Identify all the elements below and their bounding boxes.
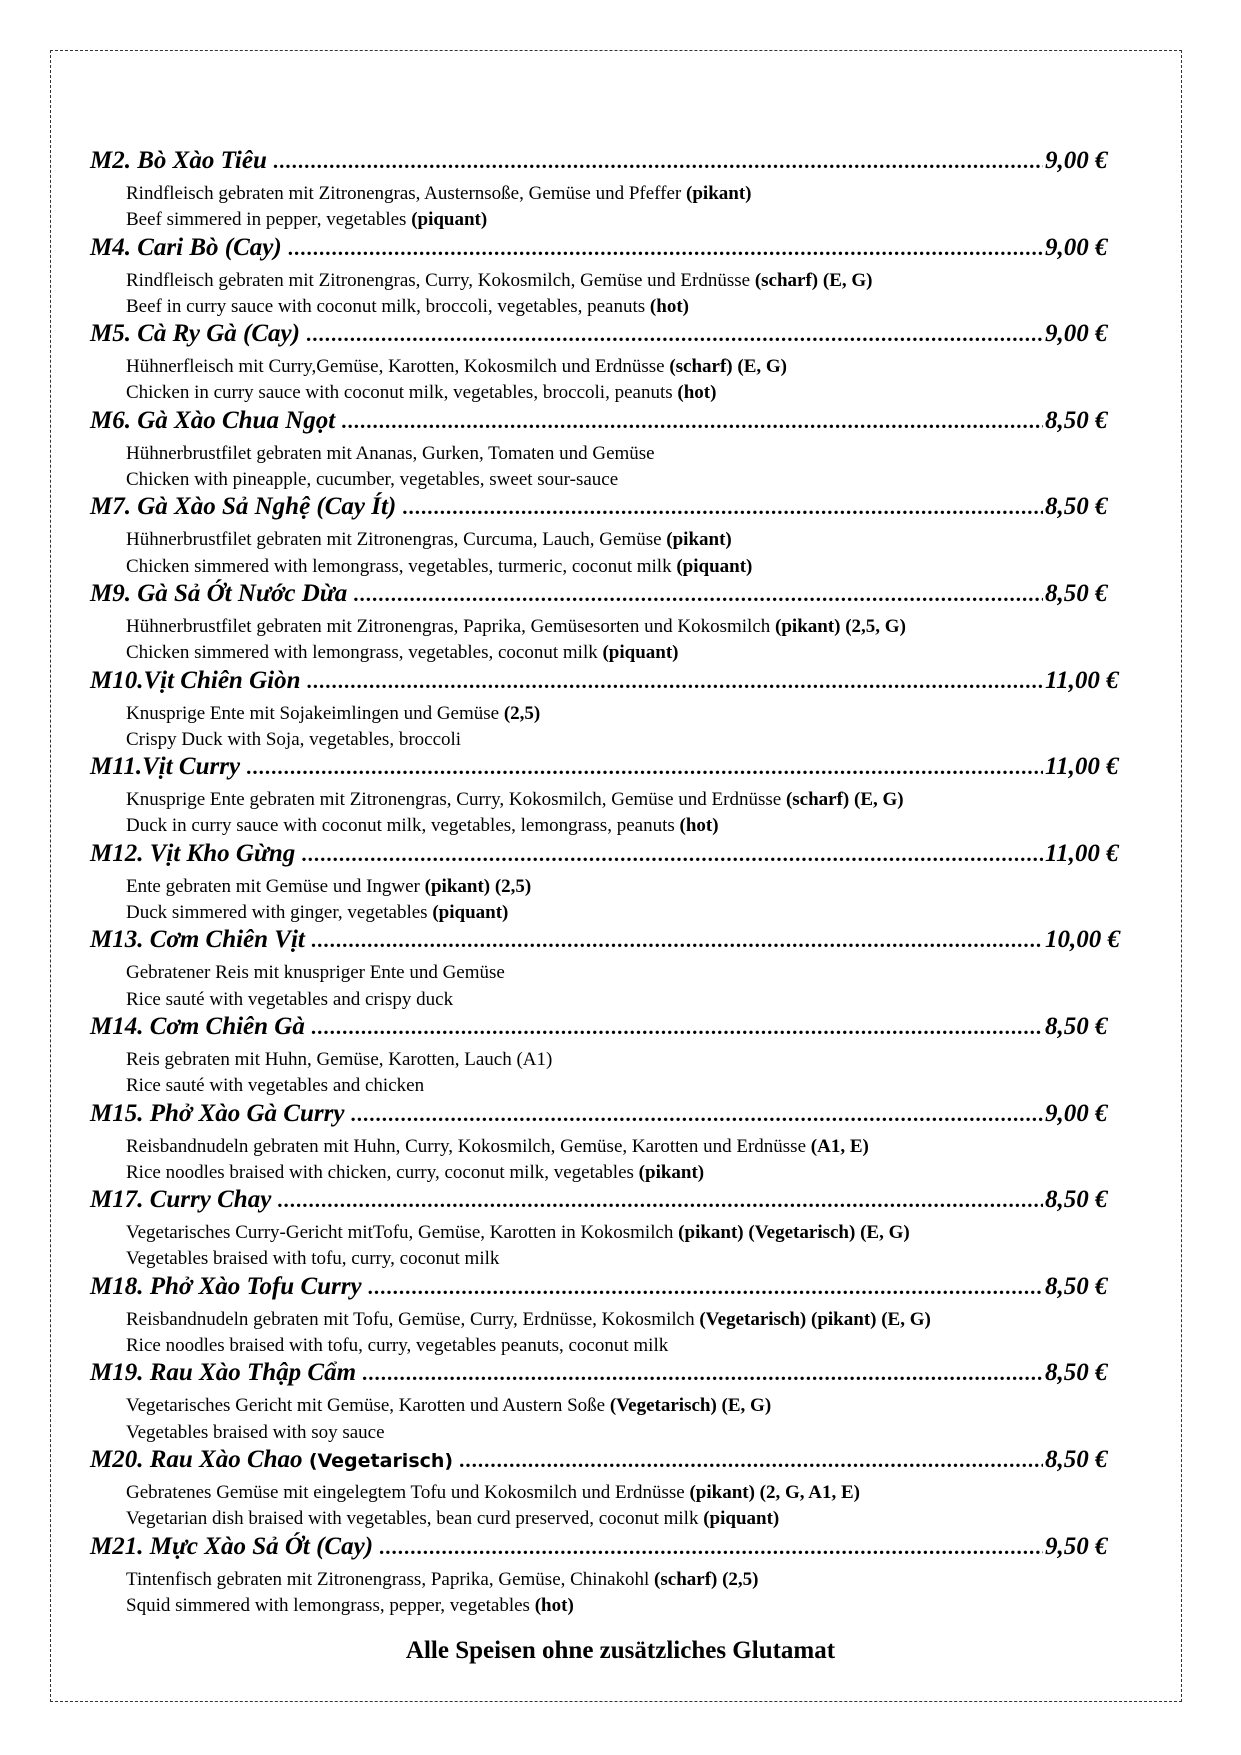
menu-item-price: 11,00 € bbox=[1045, 753, 1119, 781]
dot-leader bbox=[273, 149, 1043, 174]
menu-item-description-de-text: Reisbandnudeln gebraten mit Tofu, Gemüse, Curry, Erdnüsse, Kokosmilch bbox=[126, 1308, 695, 1330]
menu-item-description-en-text: Chicken in curry sauce with coconut milk, vegetables, broccoli, peanuts bbox=[126, 382, 673, 404]
menu-item-description-en-tag: (piquant) bbox=[676, 555, 753, 577]
menu-item-name-text: M18. Phở Xào Tofu Curry bbox=[90, 1272, 362, 1300]
menu-item-title-line bbox=[90, 1359, 1140, 1393]
menu-item-name bbox=[90, 1186, 271, 1214]
menu-item-description-de-tag: (scharf) (E, G) bbox=[785, 789, 904, 811]
menu-item-title-line bbox=[90, 1273, 1140, 1307]
menu-item-description-de-text: Hühnerbrustfilet gebraten mit Zitronengras, Curcuma, Lauch, Gemüse bbox=[126, 529, 662, 551]
dot-leader bbox=[306, 322, 1043, 347]
menu-item-description-en-text: Vegetarian dish braised with vegetables, bean curd preserved, coconut milk bbox=[126, 1508, 699, 1530]
menu-item-price: 11,00 € bbox=[1045, 839, 1119, 867]
menu-item-description-de-text: Rindfleisch gebraten mit Zitronengras, Austernsoße, Gemüse und Pfeffer bbox=[126, 183, 682, 204]
menu-item-description-en bbox=[90, 640, 1140, 666]
menu-item bbox=[90, 926, 1140, 1013]
menu-item-name bbox=[90, 580, 347, 608]
menu-item-name-text: M21. Mực Xào Sả Ớt (Cay) bbox=[90, 1532, 374, 1560]
menu-item-price: 8,50 € bbox=[1045, 1359, 1108, 1387]
menu-item-description-en bbox=[90, 380, 1140, 406]
dot-leader bbox=[368, 1275, 1043, 1300]
menu-item-description-en-text: Rice noodles braised with chicken, curry, coconut milk, vegetables bbox=[126, 1161, 634, 1183]
menu-item-description-en bbox=[90, 294, 1140, 320]
menu-item-description-de-text: Hühnerbrustfilet gebraten mit Zitronengras, Paprika, Gemüsesorten und Kokosmilch bbox=[126, 615, 771, 637]
menu-item-title-line bbox=[90, 1186, 1140, 1220]
menu-item-price: 11,00 € bbox=[1045, 666, 1119, 694]
menu-item bbox=[90, 147, 1140, 234]
menu-item-price: 8,50 € bbox=[1045, 1186, 1108, 1214]
menu-item-price: 10,00 € bbox=[1045, 926, 1120, 954]
menu-item-description-de bbox=[90, 1220, 1140, 1246]
menu-item-name-text: M15. Phở Xào Gà Curry bbox=[90, 1099, 345, 1127]
menu-item-description-de-text: Ente gebraten mit Gemüse und Ingwer bbox=[126, 875, 420, 897]
dot-leader bbox=[311, 1015, 1043, 1040]
menu-item-description-de bbox=[90, 441, 1140, 467]
menu-item-title-line bbox=[90, 840, 1140, 874]
menu-item-description-en-tag: (hot) bbox=[534, 1594, 574, 1616]
menu-item-description-de-tag: (scharf) (E, G) bbox=[754, 269, 873, 291]
menu-item-title-line bbox=[90, 320, 1140, 354]
menu-item-description-de-tag: (pikant) (2, G, A1, E) bbox=[689, 1481, 860, 1503]
menu-item bbox=[90, 1273, 1140, 1360]
menu-item-description-de bbox=[90, 1307, 1140, 1333]
menu-item-description-en bbox=[90, 467, 1140, 493]
menu-item-title-line bbox=[90, 1533, 1140, 1567]
menu-item-name-text: M6. Gà Xào Chua Ngọt bbox=[90, 406, 336, 434]
menu-item-name-text: M17. Curry Chay bbox=[90, 1186, 272, 1214]
menu-item-description-en-tag: (hot) bbox=[677, 382, 717, 404]
dot-leader bbox=[341, 409, 1043, 434]
menu-item-description-de-tag: (Vegetarisch) (pikant) (E, G) bbox=[699, 1308, 931, 1330]
menu-item-name-text: M10.Vịt Chiên Giòn bbox=[90, 666, 301, 694]
menu-item-description-de-text: Gebratener Reis mit knuspriger Ente und Gemüse bbox=[126, 962, 505, 984]
dot-leader bbox=[353, 582, 1043, 607]
menu-item-price: 9,00 € bbox=[1045, 147, 1108, 174]
menu-item-description-de-text: Vegetarisches Curry-Gericht mitTofu, Gemüse, Karotten in Kokosmilch bbox=[126, 1222, 674, 1244]
menu-item-description-de-text: Rindfleisch gebraten mit Zitronengras, Curry, Kokosmilch, Gemüse und Erdnüsse bbox=[126, 269, 751, 291]
menu-item-description-en-text: Duck in curry sauce with coconut milk, vegetables, lemongrass, peanuts bbox=[126, 815, 675, 837]
dot-leader bbox=[379, 1535, 1043, 1560]
menu-item-description-de bbox=[90, 874, 1140, 900]
menu-item-title-line bbox=[90, 1013, 1140, 1047]
menu-item-description-en-tag: (hot) bbox=[649, 295, 689, 317]
menu-item-description-de bbox=[90, 960, 1140, 986]
dot-leader bbox=[402, 495, 1043, 520]
menu-item bbox=[90, 753, 1140, 840]
menu-item-description-en bbox=[90, 1593, 1140, 1619]
menu-item-title-line bbox=[90, 580, 1140, 614]
menu-item bbox=[90, 407, 1140, 494]
menu-item-description-de-tag: (2,5) bbox=[503, 702, 541, 724]
menu-item-description-en bbox=[90, 1506, 1140, 1532]
menu-item-name bbox=[90, 667, 300, 695]
menu-item-name bbox=[90, 234, 282, 262]
menu-item-description-en-text: Squid simmered with lemongrass, pepper, vegetables bbox=[126, 1594, 530, 1616]
menu-item-description-en bbox=[90, 1420, 1140, 1446]
menu-item-title-line bbox=[90, 667, 1140, 701]
menu-list bbox=[90, 147, 1140, 1619]
menu-item-description-de-tag: (scharf) (2,5) bbox=[654, 1568, 759, 1590]
dot-leader bbox=[246, 755, 1043, 780]
menu-item-name-text: M12. Vịt Kho Gừng bbox=[90, 839, 296, 867]
menu-item-price: 8,50 € bbox=[1045, 579, 1108, 607]
menu-item-name bbox=[90, 1446, 453, 1474]
menu-item-name-text: M14. Cơm Chiên Gà bbox=[90, 1012, 305, 1040]
menu-item-description-de-text: Reis gebraten mit Huhn, Gemüse, Karotten, Lauch (A1) bbox=[126, 1048, 553, 1070]
menu-item-price: 8,50 € bbox=[1045, 1445, 1108, 1473]
menu-item bbox=[90, 1446, 1140, 1533]
menu-item-price: 9,50 € bbox=[1045, 1532, 1108, 1560]
menu-item-description-de-tag: (pikant) (2,5) bbox=[424, 875, 532, 897]
menu-item-title-line bbox=[90, 926, 1140, 960]
menu-item-price: 9,00 € bbox=[1045, 320, 1108, 348]
menu-item bbox=[90, 1186, 1140, 1273]
menu-item-description-en bbox=[90, 1160, 1140, 1186]
menu-item-price: 8,50 € bbox=[1045, 1272, 1108, 1300]
menu-item-description-en-text: Vegetables braised with soy sauce bbox=[126, 1421, 385, 1443]
menu-item-description-en-text: Rice sauté with vegetables and crispy duck bbox=[126, 988, 454, 1010]
menu-item-description-de-tag: (Vegetarisch) (E, G) bbox=[609, 1395, 772, 1417]
menu-item-description-en-text: Rice noodles braised with tofu, curry, vegetables peanuts, coconut milk bbox=[126, 1335, 669, 1357]
menu-item bbox=[90, 667, 1140, 754]
menu-item-description-en-text: Rice sauté with vegetables and chicken bbox=[126, 1075, 425, 1097]
menu-item-title-line bbox=[90, 147, 1140, 181]
menu-item-name-text: M20. Rau Xào Chao bbox=[90, 1445, 303, 1473]
menu-item-description-en bbox=[90, 987, 1140, 1013]
menu-item-name-text: M7. Gà Xào Sả Nghệ (Cay Ít) bbox=[90, 493, 397, 521]
menu-item-description-de-text: Tintenfisch gebraten mit Zitronengrass, Paprika, Gemüse, Chinakohl bbox=[126, 1568, 650, 1590]
menu-item-name-text: M9. Gà Sả Ớt Nước Dừa bbox=[90, 579, 348, 607]
menu-item-name bbox=[90, 1359, 356, 1387]
menu-item-description-de-text: Hühnerfleisch mit Curry,Gemüse, Karotten, Kokosmilch und Erdnüsse bbox=[126, 356, 665, 378]
menu-item-title-line bbox=[90, 407, 1140, 441]
menu-item-title-line bbox=[90, 1446, 1140, 1480]
menu-item-description-en-text: Crispy Duck with Soja, vegetables, broccoli bbox=[126, 728, 462, 750]
menu-item-description-en bbox=[90, 207, 1140, 233]
menu-item-name-text: M11.Vịt Curry bbox=[90, 753, 241, 781]
menu-item-title-line bbox=[90, 753, 1140, 787]
menu-item-description-en-tag: (piquant) bbox=[602, 642, 679, 664]
menu-item-description-de bbox=[90, 527, 1140, 553]
menu-item-description-de-text: Vegetarisches Gericht mit Gemüse, Karotten und Austern Soße bbox=[126, 1395, 606, 1417]
menu-item-description-en-text: Chicken simmered with lemongrass, vegetables, coconut milk bbox=[126, 642, 598, 664]
menu-item-name-text: M5. Cà Ry Gà (Cay) bbox=[90, 320, 300, 348]
menu-item-name bbox=[90, 840, 295, 868]
menu-item-price: 8,50 € bbox=[1045, 1012, 1108, 1040]
menu-item bbox=[90, 320, 1140, 407]
menu-item-name bbox=[90, 753, 240, 781]
menu-item-description-en-tag: (pikant) bbox=[638, 1161, 705, 1183]
menu-item-description-en-text: Duck simmered with ginger, vegetables bbox=[126, 902, 428, 924]
menu-item-description-de-tag: (pikant) (2,5, G) bbox=[775, 615, 906, 637]
menu-item-price: 8,50 € bbox=[1045, 493, 1108, 521]
menu-item-name-extra: (Vegetarisch) bbox=[308, 1449, 454, 1472]
menu-item-name-text: M19. Rau Xào Thập Cẩm bbox=[90, 1359, 357, 1387]
menu-item bbox=[90, 580, 1140, 667]
dot-leader bbox=[362, 1361, 1043, 1386]
menu-item-description-de-text: Knusprige Ente gebraten mit Zitronengras, Curry, Kokosmilch, Gemüse und Erdnüsse bbox=[126, 789, 782, 811]
menu-item-description-en bbox=[90, 1246, 1140, 1272]
menu-item-name bbox=[90, 147, 267, 175]
menu-item-description-de bbox=[90, 614, 1140, 640]
menu-item bbox=[90, 1533, 1140, 1620]
dot-leader bbox=[277, 1188, 1043, 1213]
menu-item bbox=[90, 1359, 1140, 1446]
menu-item-description-de bbox=[90, 268, 1140, 294]
menu-item-name-text: M13. Cơm Chiên Vịt bbox=[90, 926, 305, 954]
menu-item-description-en-tag: (piquant) bbox=[432, 902, 509, 924]
menu-item-description-en-text: Beef in curry sauce with coconut milk, broccoli, vegetables, peanuts bbox=[126, 295, 646, 317]
menu-item-description-de-text: Reisbandnudeln gebraten mit Huhn, Curry, Kokosmilch, Gemüse, Karotten und Erdnüsse bbox=[126, 1135, 807, 1157]
menu-item-description-de bbox=[90, 1567, 1140, 1593]
menu-item-description-de bbox=[90, 1480, 1140, 1506]
menu-item bbox=[90, 840, 1140, 927]
menu-item-description-en bbox=[90, 813, 1140, 839]
menu-item-description-en-text: Vegetables braised with tofu, curry, coconut milk bbox=[126, 1248, 500, 1270]
menu-item-name bbox=[90, 926, 305, 954]
menu-item-name bbox=[90, 1533, 373, 1561]
dot-leader bbox=[459, 1448, 1043, 1473]
menu-item-title-line bbox=[90, 493, 1140, 527]
menu-item-description-en bbox=[90, 900, 1140, 926]
menu-item-description-en-text: Beef simmered in pepper, vegetables bbox=[126, 209, 407, 231]
menu-item-title-line bbox=[90, 1100, 1140, 1134]
menu-item-name bbox=[90, 1013, 305, 1041]
menu-item-description-en bbox=[90, 1333, 1140, 1359]
menu-item bbox=[90, 234, 1140, 321]
menu-item-description-de-text: Hühnerbrustfilet gebraten mit Ananas, Gurken, Tomaten und Gemüse bbox=[126, 442, 655, 464]
dot-leader bbox=[350, 1102, 1043, 1127]
menu-item-name-text: M4. Cari Bò (Cay) bbox=[90, 233, 282, 261]
menu-item bbox=[90, 493, 1140, 580]
menu-item-name-text: M2. Bò Xào Tiêu bbox=[90, 147, 267, 174]
menu-item-description-en bbox=[90, 727, 1140, 753]
menu-item-description-de bbox=[90, 181, 1140, 207]
menu-item-description-de bbox=[90, 787, 1140, 813]
menu-item-name bbox=[90, 407, 335, 435]
footer-note: Alle Speisen ohne zusätzliches Glutamat bbox=[405, 1637, 836, 1664]
menu-item-description-de-tag: (A1, E) bbox=[810, 1135, 869, 1157]
menu-item-name bbox=[90, 1273, 362, 1301]
menu-item-description-de-text: Gebratenes Gemüse mit eingelegtem Tofu und Kokosmilch und Erdnüsse bbox=[126, 1481, 685, 1503]
menu-item-description-de bbox=[90, 1393, 1140, 1419]
dot-leader bbox=[288, 236, 1043, 261]
dot-leader bbox=[311, 928, 1043, 953]
menu-item-name bbox=[90, 320, 300, 348]
menu-item-description-en-text: Chicken with pineapple, cucumber, vegetables, sweet sour-sauce bbox=[126, 469, 619, 491]
menu-item-title-line bbox=[90, 234, 1140, 268]
menu-item-price: 9,00 € bbox=[1045, 1099, 1108, 1127]
menu-item-description-de bbox=[90, 1134, 1140, 1160]
menu-item-description-de bbox=[90, 1047, 1140, 1073]
menu-item-name bbox=[90, 493, 396, 521]
menu-item-price: 8,50 € bbox=[1045, 406, 1108, 434]
menu-item-description-de-tag: (pikant) bbox=[686, 183, 752, 204]
menu-item-description-de-text: Knusprige Ente mit Sojakeimlingen und Gemüse bbox=[126, 702, 500, 724]
menu-item-description-en-text: Chicken simmered with lemongrass, vegetables, turmeric, coconut milk bbox=[126, 555, 672, 577]
menu-item-description-en bbox=[90, 554, 1140, 580]
menu-item bbox=[90, 1013, 1140, 1100]
menu-item-name bbox=[90, 1100, 344, 1128]
menu-item-price: 9,00 € bbox=[1045, 233, 1108, 261]
menu-item-description-de bbox=[90, 701, 1140, 727]
dot-leader bbox=[301, 842, 1043, 867]
menu-item-description-en bbox=[90, 1073, 1140, 1099]
menu-item-description-de-tag: (pikant) bbox=[666, 529, 732, 551]
dot-leader bbox=[306, 669, 1043, 694]
menu-item-description-en-tag: (piquant) bbox=[703, 1508, 780, 1530]
menu-item-description-en-tag: (hot) bbox=[679, 815, 719, 837]
menu-item-description-de-tag: (pikant) (Vegetarisch) (E, G) bbox=[678, 1222, 910, 1244]
menu-item-description-de bbox=[90, 354, 1140, 380]
menu-item bbox=[90, 1100, 1140, 1187]
menu-item-description-de-tag: (scharf) (E, G) bbox=[669, 356, 787, 378]
menu-item-description-en-tag: (piquant) bbox=[411, 209, 488, 231]
